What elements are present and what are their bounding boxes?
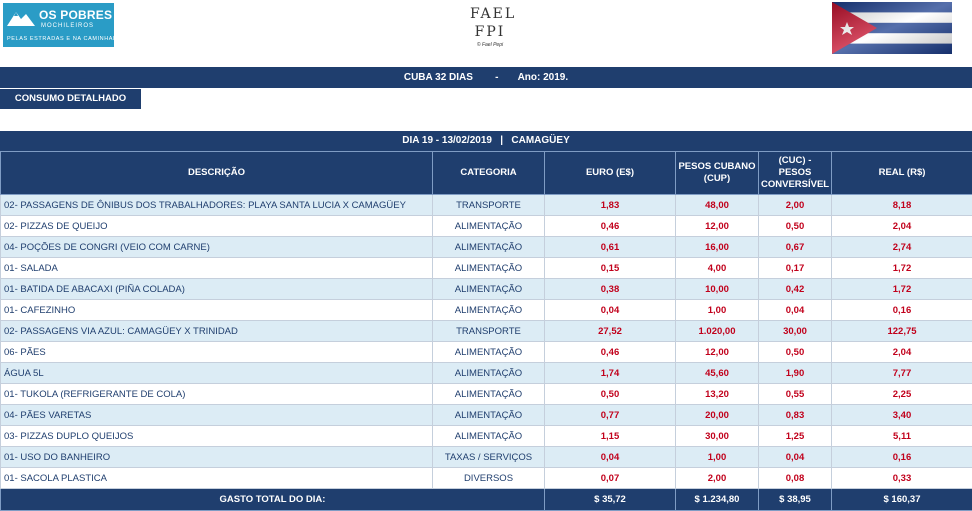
cell-real: 8,18 bbox=[832, 195, 972, 216]
cell-cuc: 0,50 bbox=[759, 342, 832, 363]
consumo-detalhado-tab[interactable]: CONSUMO DETALHADO bbox=[0, 89, 141, 109]
cell-cuc: 0,04 bbox=[759, 300, 832, 321]
cell-descricao: 06- PÃES bbox=[1, 342, 433, 363]
cell-cuc: 2,00 bbox=[759, 195, 832, 216]
cell-euro: 0,50 bbox=[545, 384, 676, 405]
cell-descricao: 04- POÇÕES DE CONGRI (VEIO COM CARNE) bbox=[1, 237, 433, 258]
fael-fpi-logo bbox=[470, 2, 510, 58]
table-row bbox=[1, 258, 972, 279]
cell-euro: 0,38 bbox=[545, 279, 676, 300]
cell-euro: 0,07 bbox=[545, 468, 676, 489]
cuba-flag-icon bbox=[832, 2, 952, 54]
cell-cup: 1.020,00 bbox=[676, 321, 759, 342]
cell-real: 0,16 bbox=[832, 300, 972, 321]
cell-euro: 1,83 bbox=[545, 195, 676, 216]
cell-cuc: 0,17 bbox=[759, 258, 832, 279]
cell-euro: 0,77 bbox=[545, 405, 676, 426]
cell-real: 1,72 bbox=[832, 258, 972, 279]
table-row bbox=[1, 384, 972, 405]
cell-categoria: DIVERSOS bbox=[433, 468, 545, 489]
table-row bbox=[1, 300, 972, 321]
table-row bbox=[1, 342, 972, 363]
cell-euro: 1,15 bbox=[545, 426, 676, 447]
cell-euro: 0,46 bbox=[545, 216, 676, 237]
cell-descricao: 01- SACOLA PLASTICA bbox=[1, 468, 433, 489]
total-cup: $ 1.234,80 bbox=[676, 489, 759, 511]
cell-cuc: 0,55 bbox=[759, 384, 832, 405]
cell-categoria: ALIMENTAÇÃO bbox=[433, 258, 545, 279]
cell-descricao: 01- BATIDA DE ABACAXI (PIÑA COLADA) bbox=[1, 279, 433, 300]
cell-categoria: TAXAS / SERVIÇOS bbox=[433, 447, 545, 468]
cell-descricao: 01- SALADA bbox=[1, 258, 433, 279]
cell-categoria: ALIMENTAÇÃO bbox=[433, 405, 545, 426]
col-header-categoria: CATEGORIA bbox=[433, 152, 545, 195]
cell-cup: 48,00 bbox=[676, 195, 759, 216]
cell-cup: 12,00 bbox=[676, 216, 759, 237]
table-row bbox=[1, 195, 972, 216]
os-pobres-mochileiros-logo bbox=[3, 3, 114, 47]
total-row bbox=[1, 489, 972, 511]
cell-categoria: ALIMENTAÇÃO bbox=[433, 279, 545, 300]
cell-cup: 30,00 bbox=[676, 426, 759, 447]
logo-brand: OS POBRES bbox=[39, 8, 112, 22]
cell-descricao: 03- PIZZAS DUPLO QUEIJOS bbox=[1, 426, 433, 447]
table-row bbox=[1, 237, 972, 258]
cell-real: 3,40 bbox=[832, 405, 972, 426]
cell-cup: 13,20 bbox=[676, 384, 759, 405]
col-header-cuc: (CUC) - PESOS CONVERSÍVEL bbox=[759, 152, 832, 195]
logo-center-line2: FPI bbox=[470, 24, 510, 40]
total-euro: $ 35,72 bbox=[545, 489, 676, 511]
cell-descricao: 02- PIZZAS DE QUEIJO bbox=[1, 216, 433, 237]
cell-cuc: 1,90 bbox=[759, 363, 832, 384]
col-header-real: REAL (R$) bbox=[832, 152, 972, 195]
cell-cuc: 0,08 bbox=[759, 468, 832, 489]
table-row bbox=[1, 363, 972, 384]
cell-cup: 2,00 bbox=[676, 468, 759, 489]
cell-real: 2,25 bbox=[832, 384, 972, 405]
table-row bbox=[1, 405, 972, 426]
cell-categoria: TRANSPORTE bbox=[433, 321, 545, 342]
cell-categoria: TRANSPORTE bbox=[433, 195, 545, 216]
cell-real: 1,72 bbox=[832, 279, 972, 300]
cell-cup: 20,00 bbox=[676, 405, 759, 426]
total-cuc: $ 38,95 bbox=[759, 489, 832, 511]
cell-descricao: 01- TUKOLA (REFRIGERANTE DE COLA) bbox=[1, 384, 433, 405]
cell-real: 2,04 bbox=[832, 342, 972, 363]
day-title: DIA 19 - 13/02/2019 | CAMAGÜEY bbox=[0, 131, 972, 151]
cell-real: 122,75 bbox=[832, 321, 972, 342]
table-row bbox=[1, 426, 972, 447]
cell-cup: 1,00 bbox=[676, 447, 759, 468]
cell-euro: 27,52 bbox=[545, 321, 676, 342]
cell-cuc: 0,42 bbox=[759, 279, 832, 300]
cell-cup: 1,00 bbox=[676, 300, 759, 321]
logo-brand-sub: MOCHILEIROS bbox=[41, 23, 94, 29]
table-row bbox=[1, 447, 972, 468]
cell-cuc: 1,25 bbox=[759, 426, 832, 447]
cell-real: 7,77 bbox=[832, 363, 972, 384]
cell-real: 0,33 bbox=[832, 468, 972, 489]
logo-center-line3: © Fael Pepi bbox=[470, 42, 510, 48]
cell-cuc: 0,04 bbox=[759, 447, 832, 468]
table-row bbox=[1, 321, 972, 342]
cell-categoria: ALIMENTAÇÃO bbox=[433, 384, 545, 405]
table-row bbox=[1, 468, 972, 489]
col-header-cup: PESOS CUBANO (CUP) bbox=[676, 152, 759, 195]
logo-center-line1: FAEL bbox=[470, 6, 510, 22]
logo-tagline: PELAS ESTRADAS E NA CAMINHADA bbox=[7, 36, 122, 42]
table-row bbox=[1, 279, 972, 300]
total-real: $ 160,37 bbox=[832, 489, 972, 511]
cell-categoria: ALIMENTAÇÃO bbox=[433, 216, 545, 237]
cell-real: 2,74 bbox=[832, 237, 972, 258]
cell-descricao: 01- USO DO BANHEIRO bbox=[1, 447, 433, 468]
table-header-row bbox=[1, 152, 972, 195]
cell-euro: 0,15 bbox=[545, 258, 676, 279]
cell-real: 0,16 bbox=[832, 447, 972, 468]
cell-cuc: 0,67 bbox=[759, 237, 832, 258]
col-header-euro: EURO (E$) bbox=[545, 152, 676, 195]
cell-euro: 0,61 bbox=[545, 237, 676, 258]
cell-categoria: ALIMENTAÇÃO bbox=[433, 363, 545, 384]
cell-euro: 0,46 bbox=[545, 342, 676, 363]
mountain-icon bbox=[7, 8, 35, 28]
cell-cup: 4,00 bbox=[676, 258, 759, 279]
table-row bbox=[1, 216, 972, 237]
col-header-descricao: DESCRIÇÃO bbox=[1, 152, 433, 195]
cell-real: 2,04 bbox=[832, 216, 972, 237]
cell-cup: 12,00 bbox=[676, 342, 759, 363]
page-title: CUBA 32 DIAS - Ano: 2019. bbox=[0, 67, 972, 88]
cell-real: 5,11 bbox=[832, 426, 972, 447]
cell-descricao: 02- PASSAGENS DE ÔNIBUS DOS TRABALHADORES: PLAYA SANTA LUCIA X CAMAGÜEY bbox=[1, 195, 433, 216]
cell-euro: 0,04 bbox=[545, 300, 676, 321]
cell-cup: 16,00 bbox=[676, 237, 759, 258]
cell-cuc: 30,00 bbox=[759, 321, 832, 342]
cell-descricao: 02- PASSAGENS VIA AZUL: CAMAGÜEY X TRINIDAD bbox=[1, 321, 433, 342]
cell-cuc: 0,50 bbox=[759, 216, 832, 237]
expenses-table bbox=[0, 151, 972, 511]
cell-categoria: ALIMENTAÇÃO bbox=[433, 426, 545, 447]
cell-euro: 1,74 bbox=[545, 363, 676, 384]
cell-cup: 10,00 bbox=[676, 279, 759, 300]
cell-descricao: 04- PÃES VARETAS bbox=[1, 405, 433, 426]
cell-descricao: ÁGUA 5L bbox=[1, 363, 433, 384]
total-label: GASTO TOTAL DO DIA: bbox=[1, 489, 545, 511]
cell-categoria: ALIMENTAÇÃO bbox=[433, 300, 545, 321]
cell-cup: 45,60 bbox=[676, 363, 759, 384]
cell-categoria: ALIMENTAÇÃO bbox=[433, 237, 545, 258]
cell-categoria: ALIMENTAÇÃO bbox=[433, 342, 545, 363]
cell-descricao: 01- CAFEZINHO bbox=[1, 300, 433, 321]
cell-cuc: 0,83 bbox=[759, 405, 832, 426]
cell-euro: 0,04 bbox=[545, 447, 676, 468]
